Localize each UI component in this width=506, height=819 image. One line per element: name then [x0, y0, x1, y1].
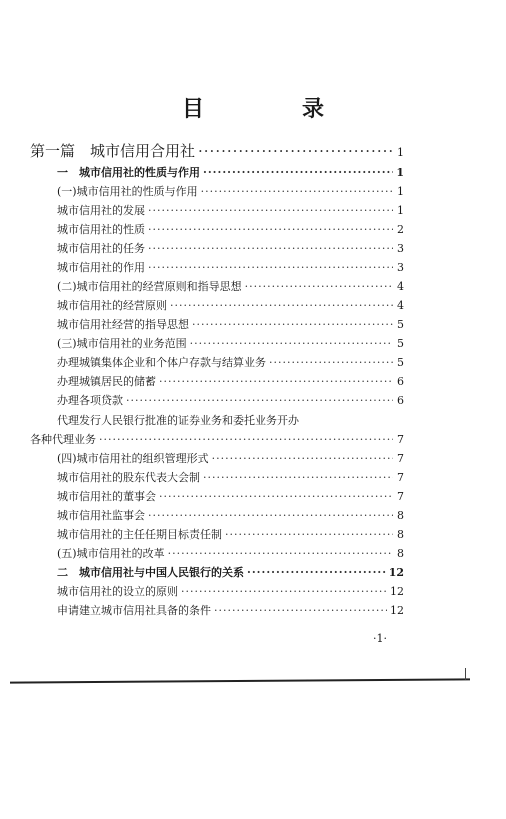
toc-entry-page: 4	[397, 299, 404, 312]
rule-tick	[465, 668, 466, 680]
leader-dots	[126, 394, 393, 407]
toc-entry-label: 城市信用社的任务	[57, 242, 145, 255]
toc-entry-page: 8	[397, 509, 404, 522]
toc-entry-page: 8	[397, 528, 404, 541]
leader-dots	[198, 145, 393, 158]
toc-entry[interactable]	[57, 414, 404, 427]
toc-entry[interactable]	[57, 509, 404, 522]
leader-dots	[201, 185, 393, 198]
toc-entry-label: 城市信用社监事会	[57, 509, 145, 522]
toc-entry-label: 城市信用社的经营原则	[57, 299, 167, 312]
toc-entry-label: 城市信用社的设立的原则	[57, 585, 178, 598]
leader-dots	[148, 509, 393, 522]
toc-entry[interactable]	[57, 280, 404, 293]
toc-entry-label: 代理发行人民银行批准的证券业务和委托业务开办	[57, 414, 299, 427]
toc-entry-label: 城市信用社的股东代表大会制	[57, 471, 200, 484]
toc-entry[interactable]	[57, 547, 404, 560]
page-title: 目 录	[181, 96, 362, 122]
toc-entry-page: 6	[397, 375, 404, 388]
leader-dots	[192, 318, 393, 331]
toc-entry-page: 12	[390, 604, 404, 617]
toc-entry-label: 办理各项贷款	[57, 394, 123, 407]
toc-entry[interactable]	[57, 356, 404, 369]
leader-dots	[148, 204, 393, 217]
toc-entry-label: (三)城市信用社的业务范围	[57, 337, 187, 350]
toc-entry[interactable]	[57, 452, 404, 465]
toc-entry[interactable]	[57, 375, 404, 388]
leader-dots	[214, 604, 387, 617]
toc-entry-label: 各种代理业务	[30, 433, 96, 446]
toc-entry[interactable]	[57, 471, 404, 484]
leader-dots	[170, 299, 393, 312]
toc-entry-label: 城市信用社的作用	[57, 261, 145, 274]
toc-entry[interactable]	[57, 204, 404, 217]
toc-entry[interactable]	[57, 394, 404, 407]
toc-entry-page: 1	[396, 166, 404, 179]
toc-entry-label: 城市信用社的董事会	[57, 490, 156, 503]
leader-dots	[212, 452, 393, 465]
leader-dots	[245, 280, 393, 293]
leader-dots	[148, 242, 393, 255]
toc-entry-label: (二)城市信用社的经营原则和指导思想	[57, 280, 242, 293]
toc-entry-page: 1	[397, 185, 404, 198]
toc-entry-page: 1	[397, 204, 404, 217]
leader-dots	[148, 223, 393, 236]
leader-dots	[99, 433, 393, 446]
toc-entry[interactable]	[57, 166, 404, 179]
leader-dots	[225, 528, 393, 541]
toc-entry-page: 5	[397, 337, 404, 350]
toc-entry[interactable]	[57, 566, 404, 579]
toc-entry-label: (一)城市信用社的性质与作用	[57, 185, 198, 198]
toc-entry[interactable]	[57, 604, 404, 617]
toc-entry-label: 申请建立城市信用社具备的条件	[57, 604, 211, 617]
toc-entry-page: 5	[397, 356, 404, 369]
toc-entry[interactable]	[57, 337, 404, 350]
toc-entry-label: (五)城市信用社的改革	[57, 547, 165, 560]
page-number: ·1·	[373, 632, 387, 645]
toc-entry-page: 8	[397, 547, 404, 560]
toc-entry[interactable]	[30, 142, 404, 160]
toc-entry-page: 7	[397, 433, 404, 446]
toc-entry[interactable]	[57, 223, 404, 236]
toc-entry-label: 办理城镇居民的储蓄	[57, 375, 156, 388]
leader-dots	[168, 547, 393, 560]
toc-entry[interactable]	[57, 528, 404, 541]
toc-entry-page: 4	[397, 280, 404, 293]
toc-entry[interactable]	[57, 185, 404, 198]
toc-entry-page: 2	[397, 223, 404, 236]
leader-dots	[269, 356, 393, 369]
toc-entry[interactable]	[57, 299, 404, 312]
toc-entry-page: 5	[397, 318, 404, 331]
toc-entry-page: 6	[397, 394, 404, 407]
toc-entry-label: 二 城市信用社与中国人民银行的关系	[57, 566, 244, 579]
toc-entry-page: 7	[397, 471, 404, 484]
toc-entry[interactable]	[57, 585, 404, 598]
toc-entry[interactable]	[30, 433, 404, 446]
toc-entry-label: 办理城镇集体企业和个体户存款与结算业务	[57, 356, 266, 369]
toc-entry-label: 第一篇 城市信用合用社	[30, 142, 196, 160]
toc-entry-page: 3	[397, 242, 404, 255]
toc-entry-label: 城市信用社的性质	[57, 223, 145, 236]
leader-dots	[148, 261, 393, 274]
toc-entry-page: 7	[397, 490, 404, 503]
toc-entry-label: 城市信用社的主任任期目标责任制	[57, 528, 222, 541]
toc-entry-page: 7	[397, 452, 404, 465]
toc-entry-page: 1	[397, 146, 404, 159]
leader-dots	[203, 471, 393, 484]
leader-dots	[159, 375, 393, 388]
toc-entry[interactable]	[57, 261, 404, 274]
toc-entry[interactable]	[57, 490, 404, 503]
toc-entry-label: (四)城市信用社的组织管理形式	[57, 452, 209, 465]
toc-entry[interactable]	[57, 318, 404, 331]
toc-entry-label: 一 城市信用社的性质与作用	[57, 166, 200, 179]
leader-dots	[247, 566, 386, 579]
leader-dots	[159, 490, 393, 503]
leader-dots	[181, 585, 387, 598]
toc-entry-label: 城市信用社经营的指导思想	[57, 318, 189, 331]
leader-dots	[190, 337, 393, 350]
toc-entry-page: 12	[388, 566, 404, 579]
toc-entry[interactable]	[57, 242, 404, 255]
leader-dots	[203, 166, 393, 179]
toc-entry-page: 12	[390, 585, 404, 598]
toc-entry-label: 城市信用社的发展	[57, 204, 145, 217]
toc-entry-page: 3	[397, 261, 404, 274]
